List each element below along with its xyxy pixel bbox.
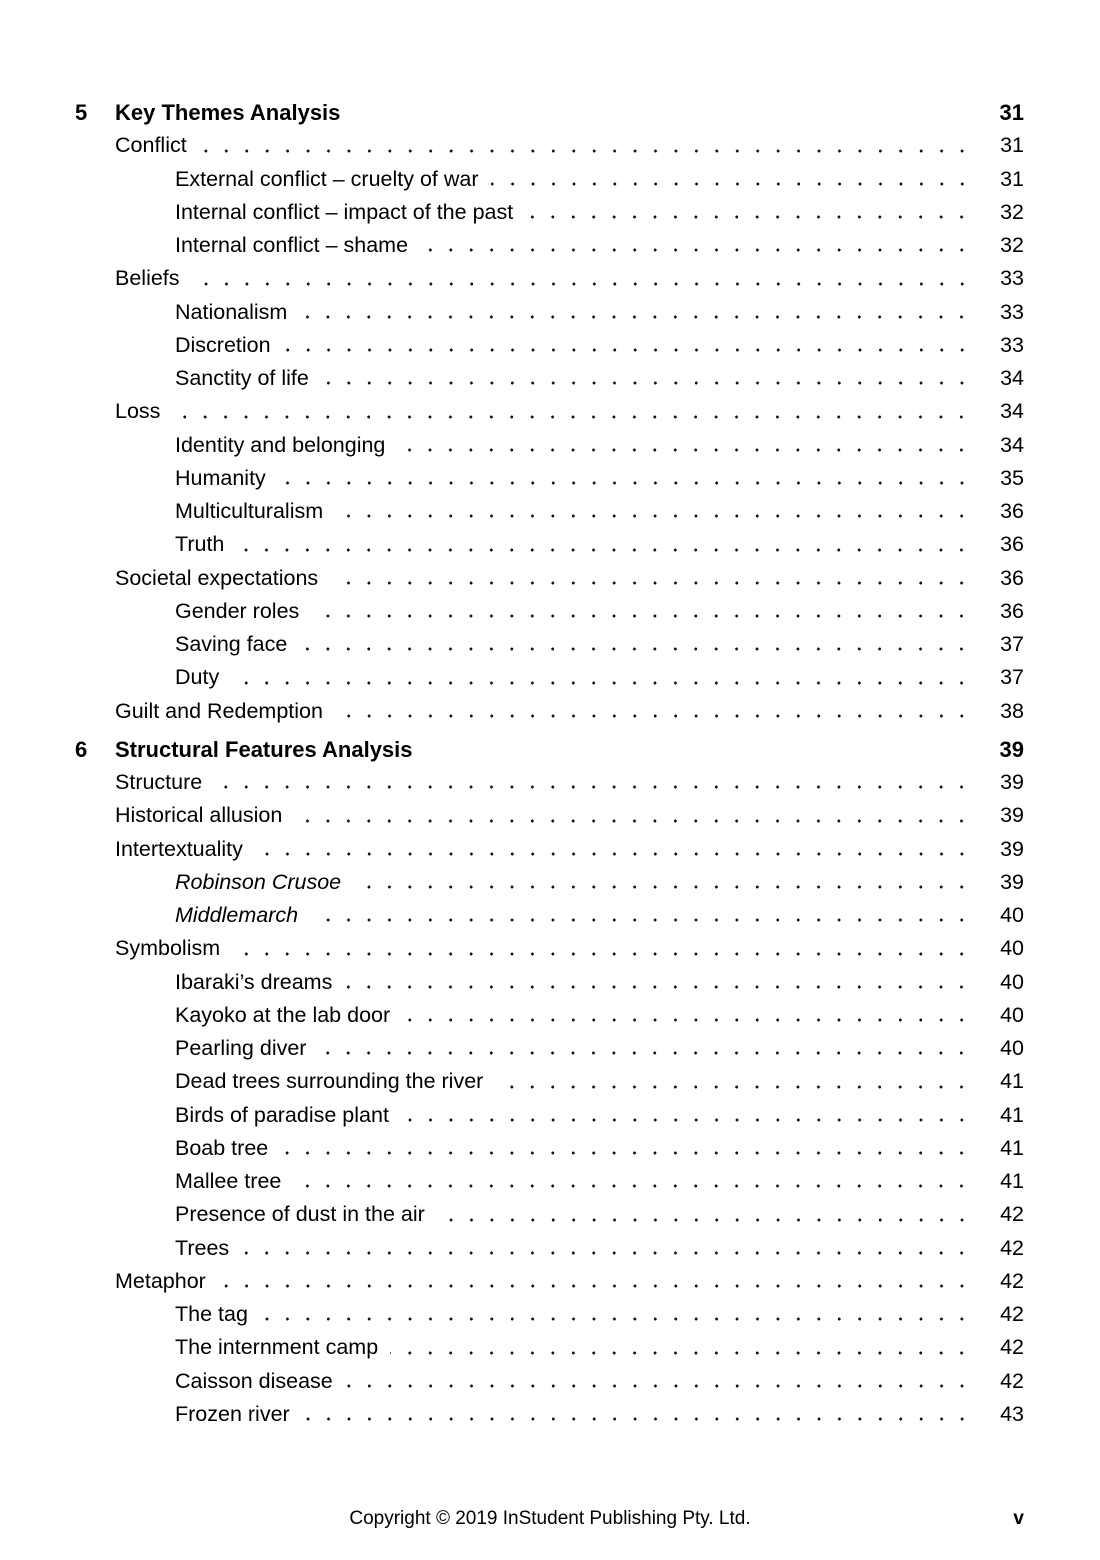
dot-leader <box>231 680 972 686</box>
entry-page-number: 37 <box>1000 632 1024 656</box>
dot-leader <box>310 917 972 923</box>
dot-leader <box>525 214 972 220</box>
entry-page-number: 41 <box>1000 1135 1024 1160</box>
toc-entry-row <box>75 395 1024 428</box>
toc-entry-row <box>75 1365 1024 1398</box>
entry-title: Duty <box>175 665 220 690</box>
entry-title: Truth <box>175 532 225 557</box>
dot-leader <box>278 480 972 486</box>
entry-page-number: 37 <box>1000 665 1024 690</box>
entry-title: Metaphor <box>115 1268 206 1293</box>
chapter-number: 6 <box>75 736 88 762</box>
entry-page-number: 40 <box>1000 903 1024 927</box>
entry-page-number: 36 <box>1000 499 1024 523</box>
toc-entry-row <box>75 595 1024 628</box>
entry-page-number: 42 <box>1000 1335 1024 1360</box>
toc-entry-row <box>75 1032 1024 1065</box>
toc <box>75 96 1024 1431</box>
entry-page-number: 36 <box>1000 598 1024 623</box>
toc-entry-row <box>75 1099 1024 1132</box>
dot-leader <box>353 884 972 890</box>
toc-entry-row <box>75 229 1024 262</box>
entry-title: Guilt and Redemption <box>115 698 323 723</box>
toc-entry-row <box>75 562 1024 595</box>
toc-entry-row <box>75 163 1024 196</box>
entry-title: Loss <box>115 399 161 424</box>
toc-entry-row <box>75 799 1024 832</box>
entry-title: Pearling diver <box>175 1036 307 1060</box>
entry-title: Historical allusion <box>115 803 283 828</box>
toc-chapter-row <box>75 733 1024 766</box>
entry-title: Ibaraki’s dreams <box>175 969 333 994</box>
toc-entry-row <box>75 495 1024 528</box>
toc-entry-row <box>75 429 1024 462</box>
entry-title: External conflict – cruelty of war <box>175 166 479 191</box>
dot-leader <box>294 818 972 824</box>
toc-chapter-row <box>75 96 1024 129</box>
dot-leader <box>352 114 972 120</box>
entry-title: Birds of paradise plant <box>175 1102 389 1127</box>
entry-title: Internal conflict – impact of the past <box>175 199 514 224</box>
toc-entry-row <box>75 866 1024 899</box>
toc-entry-row <box>75 262 1024 295</box>
entry-page-number: 39 <box>1000 770 1024 794</box>
toc-entry-row <box>75 999 1024 1032</box>
entry-page-number: 39 <box>1000 836 1024 861</box>
toc-entry-row <box>75 833 1024 866</box>
toc-entry-row <box>75 129 1024 162</box>
dot-leader <box>218 1283 972 1289</box>
entry-title: Structural Features Analysis <box>115 736 413 762</box>
entry-title: Robinson Crusoe <box>175 869 342 894</box>
entry-title: Middlemarch <box>175 903 299 927</box>
toc-entry-row <box>75 1265 1024 1298</box>
entry-title: Discretion <box>175 332 271 357</box>
entry-page-number: 34 <box>1000 399 1024 424</box>
toc-entry-row <box>75 766 1024 799</box>
entry-page-number: 35 <box>1000 465 1024 490</box>
dot-leader <box>402 1017 972 1023</box>
entry-title: Gender roles <box>175 598 300 623</box>
entry-title: Internal conflict – shame <box>175 233 409 257</box>
entry-title: Key Themes Analysis <box>115 100 341 125</box>
dot-leader <box>311 613 972 619</box>
dot-leader <box>335 713 972 719</box>
dot-leader <box>420 247 972 253</box>
toc-entry-row <box>75 1298 1024 1331</box>
entry-title: Beliefs <box>115 266 180 291</box>
entry-title: The tag <box>175 1302 248 1326</box>
dot-leader <box>302 1416 972 1422</box>
entry-page-number: 42 <box>1000 1235 1024 1260</box>
entry-title: Humanity <box>175 465 266 490</box>
entry-title: Multiculturalism <box>175 499 324 523</box>
dot-leader <box>214 784 972 790</box>
dot-leader <box>199 148 972 154</box>
toc-entry-row <box>75 196 1024 229</box>
entry-title: Mallee tree <box>175 1169 282 1193</box>
toc-entry-row <box>75 1232 1024 1265</box>
entry-page-number: 36 <box>1000 565 1024 590</box>
footer-copyright: Copyright © 2019 InStudent Publishing Pty. Ltd. <box>349 1508 751 1529</box>
toc-entry-row <box>75 1198 1024 1231</box>
entry-page-number: 42 <box>1000 1368 1024 1393</box>
toc-entry-row <box>75 628 1024 661</box>
entry-page-number: 39 <box>1000 869 1024 894</box>
dot-leader <box>321 380 972 386</box>
entry-title: Structure <box>115 770 203 794</box>
toc-entry-row <box>75 1331 1024 1364</box>
entry-title: Kayoko at the lab door <box>175 1002 391 1027</box>
toc-entry-row <box>75 1165 1024 1198</box>
footer-page-number: v <box>1013 1508 1024 1529</box>
chapter-number: 5 <box>75 100 88 125</box>
entry-title: Presence of dust in the air <box>175 1202 425 1227</box>
entry-title: Dead trees surrounding the river <box>175 1069 484 1094</box>
dot-leader <box>280 1150 972 1156</box>
dot-leader <box>299 314 972 320</box>
entry-page-number: 43 <box>1000 1401 1024 1426</box>
dot-leader <box>192 281 972 287</box>
entry-title: Saving face <box>175 632 288 656</box>
dot-leader <box>232 951 972 957</box>
dot-leader <box>390 1350 972 1356</box>
dot-leader <box>345 1383 972 1389</box>
entry-title: Caisson disease <box>175 1368 333 1393</box>
toc-entry-row <box>75 528 1024 561</box>
toc-entry-row <box>75 1065 1024 1098</box>
entry-page-number: 42 <box>1000 1268 1024 1293</box>
entry-page-number: 33 <box>1000 299 1024 324</box>
entry-page-number: 38 <box>1000 698 1024 723</box>
toc-entry-row <box>75 661 1024 694</box>
dot-leader <box>397 447 972 453</box>
entry-page-number: 36 <box>1000 532 1024 557</box>
entry-page-number: 31 <box>1000 133 1024 158</box>
toc-entry-row <box>75 329 1024 362</box>
dot-leader <box>283 347 972 353</box>
dot-leader <box>491 181 972 187</box>
toc-entry-row <box>75 899 1024 932</box>
toc-entry-row <box>75 695 1024 728</box>
dot-leader <box>401 1117 972 1123</box>
entry-page-number: 34 <box>1000 432 1024 457</box>
dot-leader <box>260 1316 972 1322</box>
entry-title: Conflict <box>115 133 187 158</box>
toc-entry-row <box>75 1398 1024 1431</box>
toc-entry-row <box>75 462 1024 495</box>
entry-page-number: 41 <box>1000 1169 1024 1193</box>
toc-entry-row <box>75 932 1024 965</box>
entry-title: Societal expectations <box>115 565 319 590</box>
dot-leader <box>318 1050 972 1056</box>
entry-title: The internment camp <box>175 1335 379 1360</box>
entry-page-number: 41 <box>1000 1102 1024 1127</box>
entry-page-number: 40 <box>1000 969 1024 994</box>
entry-title: Boab tree <box>175 1135 269 1160</box>
toc-entry-row <box>75 296 1024 329</box>
dot-leader <box>344 984 972 990</box>
entry-title: Frozen river <box>175 1401 290 1426</box>
dot-leader <box>495 1084 972 1090</box>
entry-title: Trees <box>175 1235 230 1260</box>
entry-page-number: 39 <box>1000 803 1024 828</box>
entry-title: Symbolism <box>115 936 221 961</box>
dot-leader <box>335 513 972 519</box>
entry-page-number: 32 <box>1000 233 1024 257</box>
dot-leader <box>299 646 972 652</box>
entry-page-number: 42 <box>1000 1302 1024 1326</box>
entry-page-number: 41 <box>1000 1069 1024 1094</box>
dot-leader <box>437 1217 972 1223</box>
dot-leader <box>330 580 972 586</box>
entry-page-number: 39 <box>999 736 1024 762</box>
entry-page-number: 34 <box>1000 366 1024 390</box>
entry-page-number: 40 <box>1000 936 1024 961</box>
entry-title: Intertextuality <box>115 836 243 861</box>
entry-page-number: 33 <box>1000 332 1024 357</box>
entry-page-number: 32 <box>1000 199 1024 224</box>
entry-title: Nationalism <box>175 299 288 324</box>
entry-page-number: 31 <box>999 100 1024 125</box>
toc-entry-row <box>75 966 1024 999</box>
dot-leader <box>236 547 972 553</box>
toc-entry-row <box>75 1132 1024 1165</box>
dot-leader <box>241 1250 972 1256</box>
entry-title: Sanctity of life <box>175 366 309 390</box>
entry-title: Identity and belonging <box>175 432 386 457</box>
toc-entry-row <box>75 362 1024 395</box>
dot-leader <box>425 751 972 757</box>
dot-leader <box>255 851 972 857</box>
dot-leader <box>293 1183 972 1189</box>
entry-page-number: 31 <box>1000 166 1024 191</box>
entry-page-number: 40 <box>1000 1036 1024 1060</box>
entry-page-number: 42 <box>1000 1202 1024 1227</box>
dot-leader <box>172 414 972 420</box>
entry-page-number: 40 <box>1000 1002 1024 1027</box>
entry-page-number: 33 <box>1000 266 1024 291</box>
